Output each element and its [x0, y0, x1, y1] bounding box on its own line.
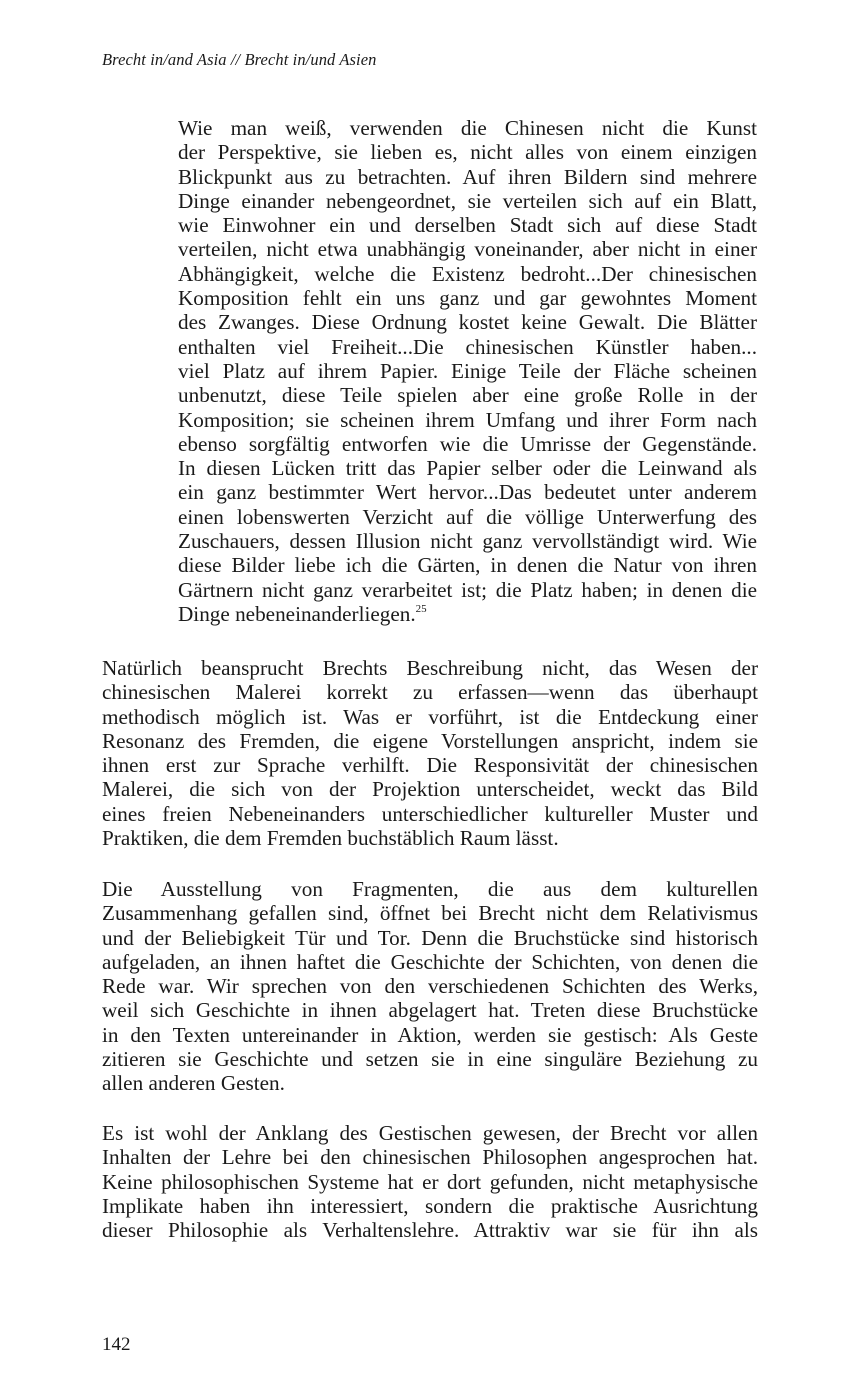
quote-line: In diesen Lücken tritt das Papier selber oder die Leinwand als [178, 456, 757, 481]
paragraph-3 [102, 1121, 758, 1242]
paragraph-line: Malerei, die sich von der Projektion unterscheidet, weckt das Bild [102, 777, 758, 802]
paragraph-line: Rede war. Wir sprechen von den verschiedenen Schichten des Werks, [102, 974, 758, 999]
page-number: 142 [102, 1334, 131, 1355]
quote-line: der Perspektive, sie lieben es, nicht alles von einem einzigen [178, 140, 757, 165]
quote-line: Gärtnern nicht ganz verarbeitet ist; die Platz haben; in denen die [178, 577, 757, 602]
paragraph-line: Implikate haben ihn interessiert, sondern die praktische Ausrichtung [102, 1193, 758, 1218]
block-quote [178, 116, 757, 626]
paragraph-line: ihnen erst zur Sprache verhilft. Die Responsivität der chinesischen [102, 753, 758, 778]
quote-line: Abhängigkeit, welche die Existenz bedroht...Der chinesischen [178, 261, 757, 286]
paragraph-line: in den Texten untereinander in Aktion, werden sie gestisch: Als Geste [102, 1022, 758, 1047]
quote-text [178, 116, 757, 626]
footnote-marker[interactable]: 25 [415, 602, 427, 615]
quote-line: Komposition; sie scheinen ihrem Umfang und ihrer Form nach [178, 407, 757, 432]
quote-line: Zuschauers, dessen Illusion nicht ganz vervollständigt wird. Wie [178, 529, 757, 554]
quote-line-last [178, 602, 757, 626]
quote-line: des Zwanges. Diese Ordnung kostet keine Gewalt. Die Blätter [178, 310, 757, 335]
quote-line: Komposition fehlt ein uns ganz und gar gewohntes Moment [178, 286, 757, 311]
paragraph-line: Zusammenhang gefallen sind, öffnet bei Brecht nicht dem Relativismus [102, 901, 758, 926]
quote-line: ein ganz bestimmter Wert hervor...Das bedeutet unter anderem [178, 480, 757, 505]
paragraph-line: Praktiken, die dem Fremden buchstäblich Raum lässt. [102, 826, 559, 851]
quote-last-text: Dinge nebeneinanderliegen. [178, 601, 416, 626]
paragraph-line: Inhalten der Lehre bei den chinesischen Philosophen angesprochen hat. [102, 1145, 758, 1170]
paragraph-line: chinesischen Malerei korrekt zu erfassen—wenn das überhaupt [102, 680, 758, 705]
paragraph-line: eines freien Nebeneinanders unterschiedlicher kultureller Muster und [102, 801, 758, 826]
quote-line: viel Platz auf ihrem Papier. Einige Teile der Fläche scheinen [178, 358, 757, 383]
paragraph-1 [102, 656, 758, 850]
paragraph-line: aufgeladen, an ihnen haftet die Geschichte der Schichten, von denen die [102, 949, 758, 974]
quote-line: diese Bilder liebe ich die Gärten, in denen die Natur von ihren [178, 553, 757, 578]
running-header: Brecht in/and Asia // Brecht in/und Asien [102, 50, 377, 69]
quote-line: verteilen, nicht etwa unabhängig voneinander, aber nicht in einer [178, 237, 757, 262]
paragraph-line: zitieren sie Geschichte und setzen sie in eine singuläre Beziehung zu [102, 1047, 758, 1072]
quote-line: Wie man weiß, verwenden die Chinesen nicht die Kunst [178, 116, 757, 140]
paragraph-line: und der Beliebigkeit Tür und Tor. Denn die Bruchstücke sind historisch [102, 925, 758, 950]
paragraph-line: Natürlich beansprucht Brechts Beschreibung nicht, das Wesen der [102, 656, 758, 680]
paragraph-line: allen anderen Gesten. [102, 1071, 285, 1096]
paragraph-line: methodisch möglich ist. Was er vorführt, ist die Entdeckung einer [102, 704, 758, 729]
paragraph-line: dieser Philosophie als Verhaltenslehre. Attraktiv war sie für ihn als [102, 1218, 758, 1243]
quote-line: wie Einwohner ein und derselben Stadt sich auf diese Stadt [178, 213, 757, 238]
paragraph-line: Keine philosophischen Systeme hat er dort gefunden, nicht metaphysische [102, 1169, 758, 1194]
quote-line: ebenso sorgfältig entworfen wie die Umrisse der Gegenstände. [178, 431, 757, 456]
paragraph-line: Resonanz des Fremden, die eigene Vorstellungen anspricht, indem sie [102, 728, 758, 753]
quote-line: Blickpunkt aus zu betrachten. Auf ihren Bildern sind mehrere [178, 164, 757, 189]
paragraph-line: Es ist wohl der Anklang des Gestischen gewesen, der Brecht vor allen [102, 1121, 758, 1145]
quote-line: enthalten viel Freiheit...Die chinesischen Künstler haben... [178, 334, 757, 359]
quote-line: unbenutzt, diese Teile spielen aber eine große Rolle in der [178, 383, 757, 408]
paragraph-line: Die Ausstellung von Fragmenten, die aus dem kulturellen [102, 877, 758, 901]
quote-line: Dinge einander nebengeordnet, sie verteilen sich auf ein Blatt, [178, 188, 757, 213]
quote-line: einen lobenswerten Verzicht auf die völlige Unterwerfung des [178, 504, 757, 529]
paragraph-2 [102, 877, 758, 1096]
paragraph-line: weil sich Geschichte in ihnen abgelagert hat. Treten diese Bruchstücke [102, 998, 758, 1023]
